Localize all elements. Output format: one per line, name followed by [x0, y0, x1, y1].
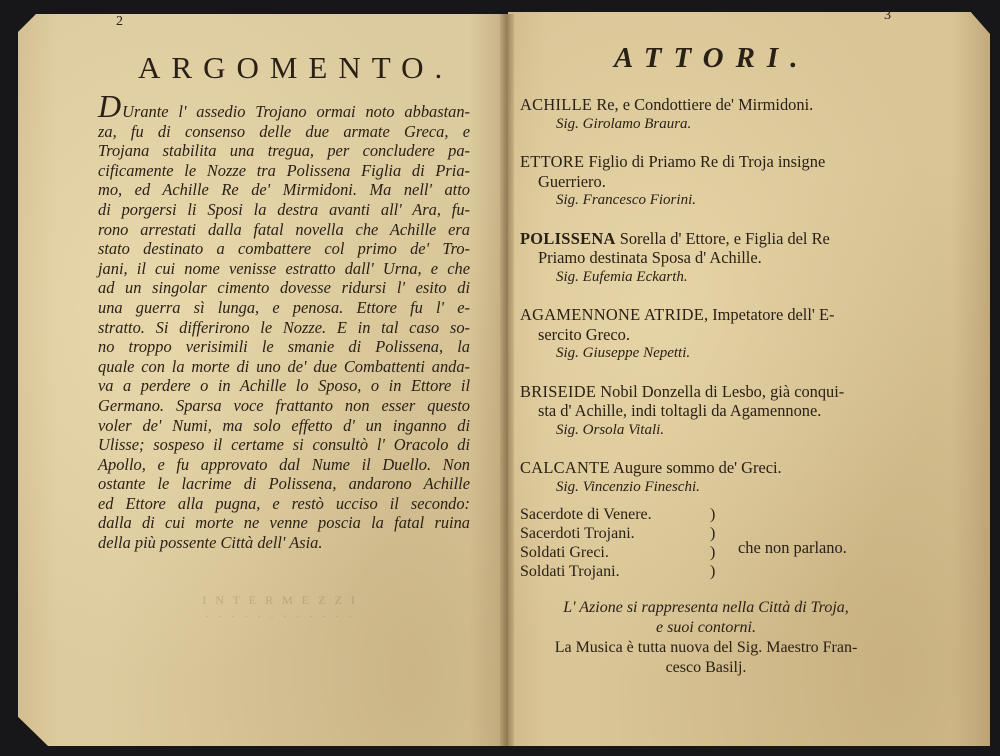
singer-name: Sig. Girolamo Braura. — [556, 115, 692, 132]
page-footer-notes — [520, 598, 892, 678]
text-line: una guerra sì lunga, e penosa. Ettore fu l' e- — [98, 297, 470, 317]
non-speaking-note: che non parlano. — [738, 538, 847, 557]
cast-list — [520, 95, 900, 515]
text-line: stato destinato a combattere col primo de' Tro- — [98, 239, 470, 259]
text-line: cificamente le Nozze tra Polissena Figlia di Pria- — [98, 160, 470, 180]
text-line: quale con la morte di uno de' due Combattenti anda- — [98, 356, 470, 376]
role-briseide: BRISEIDE Nobil Donzella di Lesbo, già conqui- sta d' Achille, indi toltagli da Agamennone. Sig. Orsola Vitali. — [520, 382, 900, 441]
text-line: Trojana stabilita una tregua, per concludere pa- — [98, 141, 470, 161]
bleed-through-text: I N T E R M E Z Z I · · · · · · · · · · · · — [202, 593, 358, 623]
text-line: di porgersi li Sposi la destra avanti all' Ara, fu- — [98, 199, 470, 219]
text-line: rono arrestati dalla fatal novella che Achille era — [98, 219, 470, 239]
page-title-attori: ATTORI. — [614, 42, 810, 74]
role-achille: ACHILLE Re, e Condottiere de' Mirmidoni. Sig. Girolamo Braura. — [520, 95, 900, 134]
text-line: ostante le lacrime di Polissena, andarono Achille — [98, 474, 470, 494]
role-agamennone: AGAMENNONE ATRIDE, Impetatore dell' E- sercito Greco. Sig. Giuseppe Nepetti. — [520, 305, 900, 364]
non-speaking-roles — [520, 505, 740, 581]
page-title-argomento: ARGOMENTO. — [138, 50, 454, 85]
text-line: Apollo, e fu approvato dal Nume il Duello. Non — [98, 454, 470, 474]
text-line: Germano. Sparsa voce frattanto non esser questo — [98, 395, 470, 415]
non-speaking-item: Sacerdote di Venere. ) — [520, 505, 740, 524]
text-line: va a perdere o in Achille lo Sposo, o in Ettore il — [98, 376, 470, 396]
text-line: Ulisse; sospeso il certame si consultò l' Oracolo di — [98, 435, 470, 455]
non-speaking-item: Soldati Trojani. ) — [520, 562, 740, 581]
text-line: jani, il cui nome venisse estratto dall' Urna, e che — [98, 258, 470, 278]
role-polissena: POLISSENA Sorella d' Ettore, e Figlia del Re Priamo destinata Sposa d' Achille. Sig. Eufemia Eckarth. — [520, 229, 900, 288]
setting-line: e suoi contorni. — [656, 619, 756, 636]
music-credit-line: cesco Basilj. — [665, 659, 747, 676]
non-speaking-item: Soldati Greci. ) — [520, 543, 740, 562]
text-line: dalla di cui morte ne venne poscia la fatal ruina — [98, 513, 470, 533]
role-ettore: ETTORE Figlio di Priamo Re di Troja insigne Guerriero. Sig. Francesco Fiorini. — [520, 152, 900, 211]
book-gutter — [500, 14, 514, 746]
role-calcante: CALCANTE Augure sommo de' Greci. Sig. Vincenzio Fineschi. — [520, 458, 900, 497]
brace-glyph: ) — [710, 563, 716, 580]
text-line: DUrante l' assedio Trojano ormai noto abbastan- — [98, 88, 470, 124]
singer-name: Sig. Vincenzio Fineschi. — [556, 478, 700, 495]
text-line: no troppo verisimili le smanie di Polissena, la — [98, 337, 470, 357]
text-line: della più possente Città dell' Asia. — [98, 533, 323, 553]
argomento-text — [98, 88, 470, 553]
setting-line: L' Azione si rappresenta nella Città di Troja, — [563, 599, 849, 616]
brace-glyph: ) — [710, 525, 716, 542]
brace-glyph: ) — [710, 544, 716, 561]
brace-glyph: ) — [710, 506, 716, 523]
singer-name: Sig. Giuseppe Nepetti. — [556, 345, 691, 361]
drop-cap: D — [98, 88, 122, 124]
text-line: ad un singolar cimento dovesse ridursi l' esito di — [98, 278, 470, 298]
text-line: voler de' Numi, ma solo effetto d' un inganno di — [98, 415, 470, 435]
music-credit-line: La Musica è tutta nuova del Sig. Maestro Fran- — [554, 639, 858, 656]
text-line: stratto. Si differirono le Nozze. E in tal caso so- — [98, 317, 470, 337]
text-line: ed Ettore alla pugna, e restò ucciso il secondo: — [98, 493, 470, 513]
text-line: mo, ed Achille Re de' Mirmidoni. Ma nell' atto — [98, 180, 470, 200]
singer-name: Sig. Eufemia Eckarth. — [556, 268, 688, 285]
non-speaking-item: Sacerdoti Trojani. ) — [520, 524, 740, 543]
page-number-left: 2 — [116, 14, 123, 29]
singer-name: Sig. Orsola Vitali. — [556, 421, 665, 438]
page-number-right: 3 — [884, 8, 891, 23]
text-line: za, fu di consenso delle due armate Greca, e — [98, 121, 470, 141]
singer-name: Sig. Francesco Fiorini. — [556, 192, 696, 208]
